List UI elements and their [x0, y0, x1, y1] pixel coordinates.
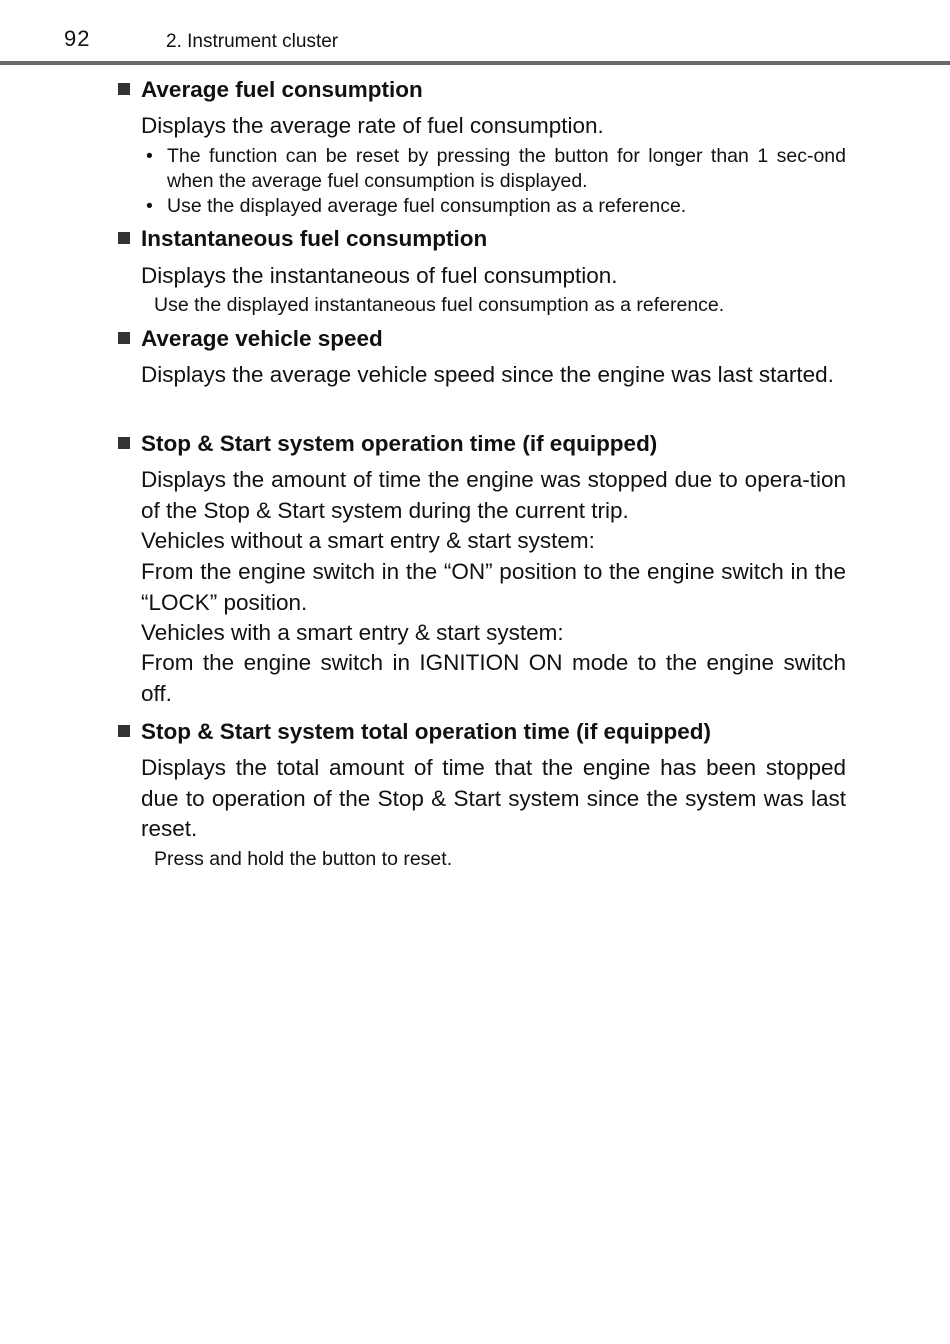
header-divider: [0, 61, 950, 65]
page-header: [0, 0, 950, 66]
chapter-title: 2. Instrument cluster: [166, 31, 339, 52]
section-heading-text: Instantaneous fuel consumption: [141, 226, 488, 251]
section-heading: [118, 225, 858, 253]
bullet-list: [146, 144, 846, 219]
square-bullet-icon: [118, 725, 130, 737]
list-item: [146, 194, 846, 219]
section-paragraph: Displays the instantaneous of fuel consumption.: [141, 263, 618, 288]
section-paragraph: From the engine switch in the “ON” position to the engine switch in the “LOCK” position.: [141, 559, 846, 615]
section-paragraph: Displays the amount of time the engine was stopped due to opera-tion of the Stop & Start system during the current trip.: [141, 467, 846, 523]
section-heading: [118, 76, 858, 104]
section-heading: [118, 430, 858, 458]
bullet-dot-icon: •: [146, 145, 153, 167]
square-bullet-icon: [118, 83, 130, 95]
section-note: Use the displayed instantaneous fuel consumption as a reference.: [154, 294, 725, 316]
section-paragraph: Displays the average rate of fuel consumption.: [141, 113, 604, 138]
section-heading-text: Average fuel consumption: [141, 77, 423, 102]
section-note: Press and hold the button to reset.: [154, 848, 453, 870]
section-paragraph: Vehicles with a smart entry & start system:: [141, 620, 564, 645]
square-bullet-icon: [118, 232, 130, 244]
list-item: [146, 144, 846, 194]
list-item-text: The function can be reset by pressing the button for longer than 1 sec-ond when the average fuel consumption is displayed.: [167, 145, 846, 192]
section-heading-text: Stop & Start system total operation time (if equipped): [141, 719, 712, 744]
section-heading-text: Average vehicle speed: [141, 326, 383, 351]
section-heading: [118, 718, 858, 746]
section-heading: [118, 325, 858, 353]
square-bullet-icon: [118, 332, 130, 344]
bullet-dot-icon: •: [146, 195, 153, 217]
page-number: 92: [64, 26, 91, 51]
section-paragraph: Displays the total amount of time that the engine has been stopped due to operation of the Stop & Start system since the system was last reset.: [141, 755, 846, 841]
section-paragraph: Displays the average vehicle speed since the engine was last started.: [141, 362, 834, 387]
section-paragraph: Vehicles without a smart entry & start system:: [141, 528, 595, 553]
section-heading-text: Stop & Start system operation time (if equipped): [141, 431, 658, 456]
list-item-text: Use the displayed average fuel consumption as a reference.: [167, 195, 687, 217]
square-bullet-icon: [118, 437, 130, 449]
section-paragraph: From the engine switch in IGNITION ON mode to the engine switch off.: [141, 650, 846, 706]
